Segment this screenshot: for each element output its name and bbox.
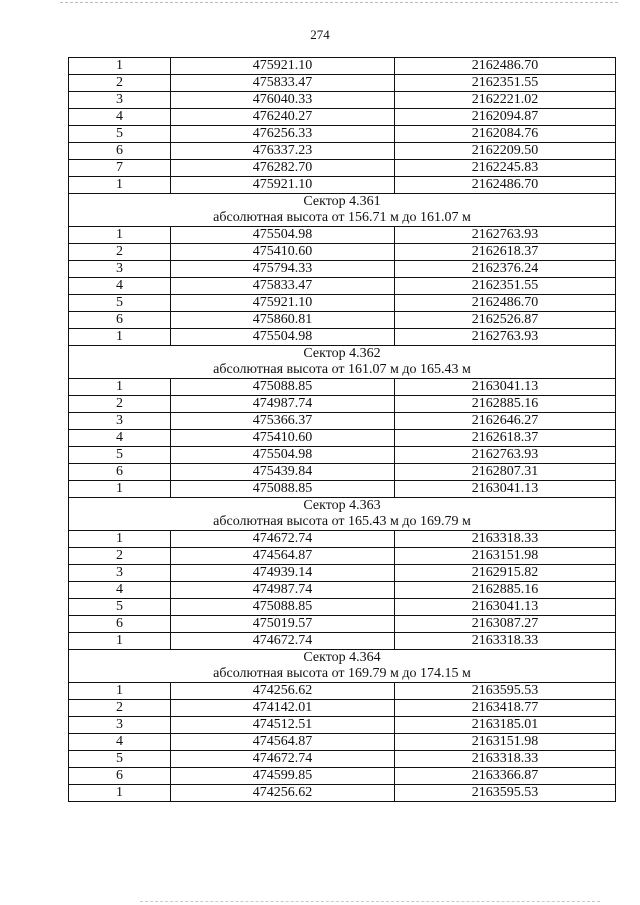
coordinate-y: 2162763.93 xyxy=(395,227,616,244)
coordinate-x: 476256.33 xyxy=(171,126,395,143)
coordinate-y: 2163151.98 xyxy=(395,734,616,751)
coordinate-x: 475833.47 xyxy=(171,278,395,295)
table-row xyxy=(69,768,616,785)
coordinate-y: 2163151.98 xyxy=(395,548,616,565)
table-row xyxy=(69,413,616,430)
point-number: 1 xyxy=(69,785,171,802)
point-number: 4 xyxy=(69,430,171,447)
coordinate-x: 474564.87 xyxy=(171,548,395,565)
coordinate-x: 474987.74 xyxy=(171,582,395,599)
sector-altitude-row xyxy=(69,514,616,531)
table-row xyxy=(69,126,616,143)
coordinate-y: 2162807.31 xyxy=(395,464,616,481)
table-row xyxy=(69,396,616,413)
point-number: 6 xyxy=(69,768,171,785)
coordinate-y: 2162486.70 xyxy=(395,177,616,194)
point-number: 1 xyxy=(69,227,171,244)
point-number: 5 xyxy=(69,295,171,312)
point-number: 1 xyxy=(69,531,171,548)
coordinate-y: 2162885.16 xyxy=(395,582,616,599)
table-row xyxy=(69,548,616,565)
sector-altitude-range: абсолютная высота от 165.43 м до 169.79 м xyxy=(69,514,616,531)
table-row xyxy=(69,700,616,717)
coordinate-x: 475088.85 xyxy=(171,379,395,396)
point-number: 3 xyxy=(69,92,171,109)
coordinate-x: 475504.98 xyxy=(171,447,395,464)
point-number: 4 xyxy=(69,278,171,295)
coordinate-y: 2163595.53 xyxy=(395,683,616,700)
coordinate-x: 475504.98 xyxy=(171,329,395,346)
coordinate-y: 2163041.13 xyxy=(395,379,616,396)
coordinate-y: 2163087.27 xyxy=(395,616,616,633)
coordinate-x: 475794.33 xyxy=(171,261,395,278)
point-number: 4 xyxy=(69,109,171,126)
coordinate-x: 476040.33 xyxy=(171,92,395,109)
point-number: 3 xyxy=(69,413,171,430)
sector-altitude-row xyxy=(69,210,616,227)
point-number: 1 xyxy=(69,177,171,194)
coordinate-y: 2162763.93 xyxy=(395,329,616,346)
point-number: 2 xyxy=(69,244,171,261)
point-number: 6 xyxy=(69,464,171,481)
sector-title: Сектор 4.364 xyxy=(69,650,616,667)
table-row xyxy=(69,295,616,312)
sector-altitude-row xyxy=(69,666,616,683)
coordinate-x: 476337.23 xyxy=(171,143,395,160)
coordinate-x: 474939.14 xyxy=(171,565,395,582)
table-row xyxy=(69,734,616,751)
table-row xyxy=(69,683,616,700)
coordinates-table-body xyxy=(69,58,616,802)
sector-altitude-range: абсолютная высота от 161.07 м до 165.43 м xyxy=(69,362,616,379)
table-row xyxy=(69,531,616,548)
table-row xyxy=(69,92,616,109)
sector-title-row xyxy=(69,650,616,667)
point-number: 6 xyxy=(69,143,171,160)
point-number: 1 xyxy=(69,633,171,650)
coordinate-x: 475921.10 xyxy=(171,177,395,194)
coordinate-y: 2162094.87 xyxy=(395,109,616,126)
coordinate-y: 2162351.55 xyxy=(395,75,616,92)
point-number: 3 xyxy=(69,261,171,278)
table-row xyxy=(69,329,616,346)
table-row xyxy=(69,177,616,194)
table-row xyxy=(69,599,616,616)
coordinate-y: 2162618.37 xyxy=(395,430,616,447)
coordinate-y: 2162351.55 xyxy=(395,278,616,295)
table-row xyxy=(69,58,616,75)
table-row xyxy=(69,75,616,92)
coordinate-x: 475088.85 xyxy=(171,599,395,616)
page-number: 274 xyxy=(310,27,330,42)
coordinate-y: 2162915.82 xyxy=(395,565,616,582)
point-number: 5 xyxy=(69,126,171,143)
coordinate-x: 474142.01 xyxy=(171,700,395,717)
coordinate-x: 475504.98 xyxy=(171,227,395,244)
table-row xyxy=(69,261,616,278)
coordinate-x: 475921.10 xyxy=(171,295,395,312)
coordinate-y: 2162376.24 xyxy=(395,261,616,278)
point-number: 1 xyxy=(69,683,171,700)
table-row xyxy=(69,464,616,481)
point-number: 2 xyxy=(69,700,171,717)
point-number: 5 xyxy=(69,751,171,768)
coordinate-y: 2162221.02 xyxy=(395,92,616,109)
point-number: 5 xyxy=(69,447,171,464)
point-number: 6 xyxy=(69,616,171,633)
coordinate-y: 2162486.70 xyxy=(395,58,616,75)
coordinate-x: 476282.70 xyxy=(171,160,395,177)
sector-title: Сектор 4.361 xyxy=(69,194,616,211)
point-number: 7 xyxy=(69,160,171,177)
table-row xyxy=(69,582,616,599)
coordinate-x: 474256.62 xyxy=(171,785,395,802)
sector-title: Сектор 4.362 xyxy=(69,346,616,363)
coordinate-y: 2163041.13 xyxy=(395,481,616,498)
coordinate-y: 2163185.01 xyxy=(395,717,616,734)
coordinates-table xyxy=(68,57,616,802)
point-number: 1 xyxy=(69,329,171,346)
coordinate-x: 475439.84 xyxy=(171,464,395,481)
table-row xyxy=(69,565,616,582)
coordinate-y: 2162618.37 xyxy=(395,244,616,261)
coordinate-y: 2163318.33 xyxy=(395,751,616,768)
coordinate-x: 475410.60 xyxy=(171,430,395,447)
coordinate-x: 475410.60 xyxy=(171,244,395,261)
table-row xyxy=(69,616,616,633)
sector-title-row xyxy=(69,498,616,515)
table-row xyxy=(69,244,616,261)
coordinate-x: 475860.81 xyxy=(171,312,395,329)
table-row xyxy=(69,160,616,177)
point-number: 5 xyxy=(69,599,171,616)
sector-altitude-range: абсолютная высота от 156.71 м до 161.07 м xyxy=(69,210,616,227)
table-row xyxy=(69,447,616,464)
table-row xyxy=(69,312,616,329)
coordinate-y: 2163318.33 xyxy=(395,531,616,548)
coordinate-y: 2162763.93 xyxy=(395,447,616,464)
table-row xyxy=(69,430,616,447)
point-number: 3 xyxy=(69,717,171,734)
point-number: 1 xyxy=(69,379,171,396)
sector-title-row xyxy=(69,194,616,211)
coordinate-x: 474256.62 xyxy=(171,683,395,700)
table-row xyxy=(69,278,616,295)
sector-title: Сектор 4.363 xyxy=(69,498,616,515)
coordinate-y: 2162209.50 xyxy=(395,143,616,160)
coordinate-y: 2162526.87 xyxy=(395,312,616,329)
coordinate-x: 474564.87 xyxy=(171,734,395,751)
point-number: 1 xyxy=(69,481,171,498)
coordinate-x: 476240.27 xyxy=(171,109,395,126)
point-number: 2 xyxy=(69,75,171,92)
point-number: 2 xyxy=(69,396,171,413)
coordinate-y: 2162486.70 xyxy=(395,295,616,312)
table-row xyxy=(69,379,616,396)
coordinate-x: 474987.74 xyxy=(171,396,395,413)
coordinate-y: 2163418.77 xyxy=(395,700,616,717)
point-number: 2 xyxy=(69,548,171,565)
coordinate-x: 474672.74 xyxy=(171,531,395,548)
coordinate-x: 475088.85 xyxy=(171,481,395,498)
point-number: 1 xyxy=(69,58,171,75)
point-number: 6 xyxy=(69,312,171,329)
page-edge-top xyxy=(60,2,618,3)
coordinate-x: 474599.85 xyxy=(171,768,395,785)
table-row xyxy=(69,109,616,126)
table-row xyxy=(69,785,616,802)
table-row xyxy=(69,633,616,650)
coordinate-y: 2162084.76 xyxy=(395,126,616,143)
coordinate-y: 2163041.13 xyxy=(395,599,616,616)
coordinate-y: 2162885.16 xyxy=(395,396,616,413)
coordinate-x: 474672.74 xyxy=(171,751,395,768)
coordinate-x: 475921.10 xyxy=(171,58,395,75)
coordinate-x: 474512.51 xyxy=(171,717,395,734)
coordinate-y: 2163366.87 xyxy=(395,768,616,785)
point-number: 4 xyxy=(69,734,171,751)
sector-title-row xyxy=(69,346,616,363)
point-number: 3 xyxy=(69,565,171,582)
coordinate-y: 2163318.33 xyxy=(395,633,616,650)
coordinate-x: 474672.74 xyxy=(171,633,395,650)
table-row xyxy=(69,227,616,244)
coordinate-x: 475019.57 xyxy=(171,616,395,633)
table-row xyxy=(69,751,616,768)
coordinate-y: 2162245.83 xyxy=(395,160,616,177)
coordinate-x: 475833.47 xyxy=(171,75,395,92)
sector-altitude-range: абсолютная высота от 169.79 м до 174.15 м xyxy=(69,666,616,683)
page-edge-bottom xyxy=(140,901,600,902)
point-number: 4 xyxy=(69,582,171,599)
table-row xyxy=(69,717,616,734)
coordinate-y: 2162646.27 xyxy=(395,413,616,430)
coordinate-y: 2163595.53 xyxy=(395,785,616,802)
table-row xyxy=(69,143,616,160)
sector-altitude-row xyxy=(69,362,616,379)
table-row xyxy=(69,481,616,498)
coordinate-x: 475366.37 xyxy=(171,413,395,430)
